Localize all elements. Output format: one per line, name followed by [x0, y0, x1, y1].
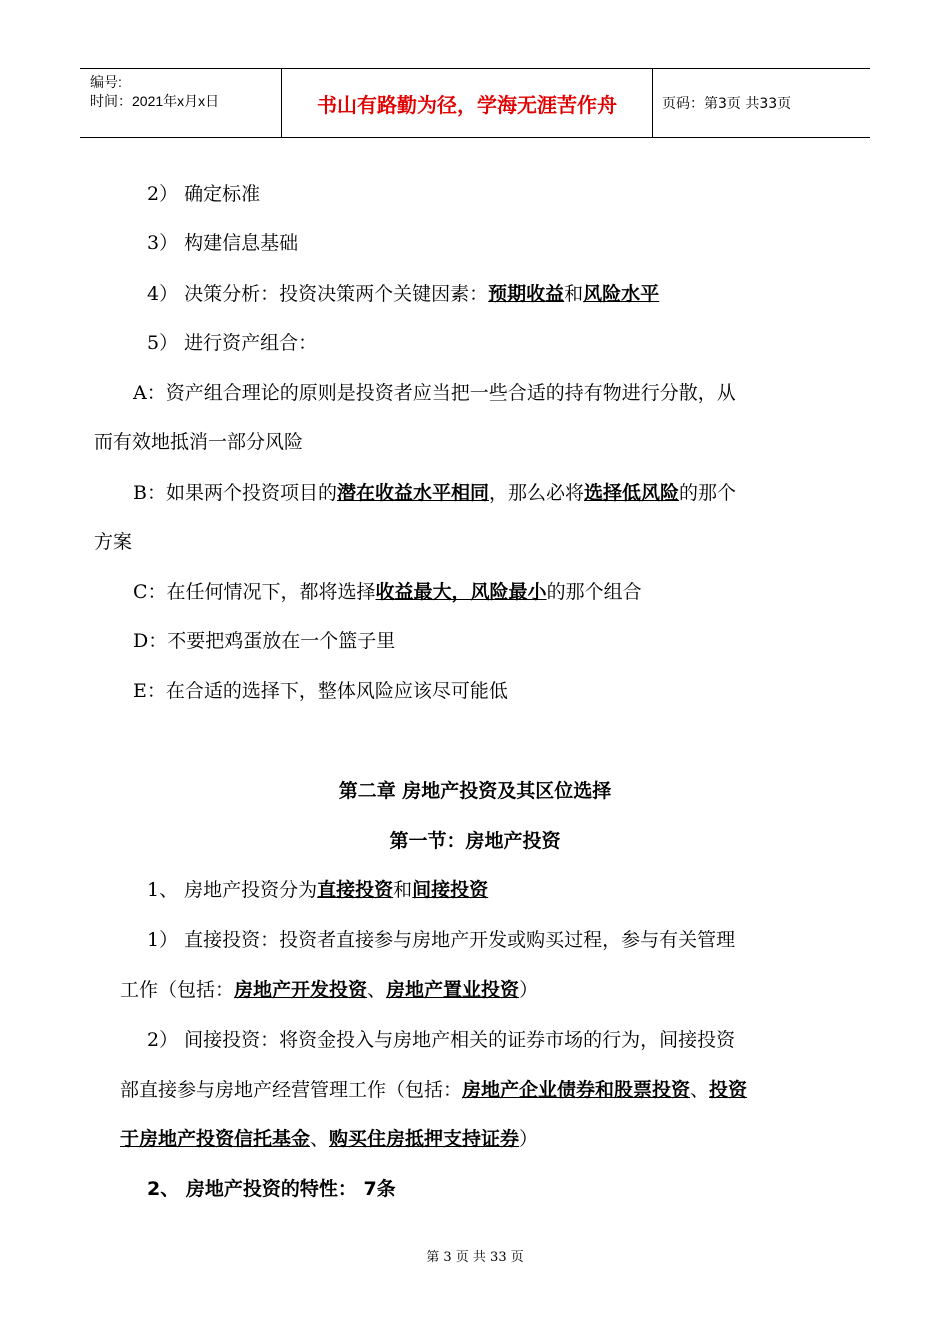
- page-header: [80, 68, 870, 138]
- key-term: 直接投资: [317, 879, 394, 901]
- paragraph-line: A：资产组合理论的原则是投资者应当把一些合适的持有物进行分散，从: [133, 382, 736, 404]
- list-item: 2） 确定标准: [147, 183, 261, 205]
- key-term: 购买住房抵押支持证券: [329, 1128, 520, 1150]
- list-item: 3） 构建信息基础: [147, 232, 299, 254]
- text: 、: [367, 979, 387, 1001]
- paragraph-line: E：在合适的选择下，整体风险应该尽可能低: [133, 680, 508, 702]
- paragraph-line: [120, 1077, 747, 1103]
- key-term: 投资: [709, 1079, 748, 1101]
- paragraph-line: [133, 480, 736, 506]
- paragraph-line: [120, 977, 538, 1003]
- paragraph-line: 方案: [94, 531, 133, 553]
- list-item: [147, 281, 659, 307]
- date-label: 时间：2021年x月x日: [90, 93, 220, 109]
- header-motto: 书山有路勤为径，学海无涯苦作舟: [281, 69, 653, 137]
- text: 4） 决策分析：投资决策两个关键因素：: [147, 283, 489, 305]
- section-title: 第一节：房地产投资: [389, 830, 561, 852]
- page-footer: 第 3 页 共 33 页: [426, 1250, 524, 1265]
- text: ）: [519, 979, 539, 1001]
- number-label: 编号:: [90, 74, 122, 90]
- text: C：在任何情况下，都将选择: [133, 581, 376, 603]
- paragraph-line: D：不要把鸡蛋放在一个篮子里: [133, 630, 396, 652]
- key-term: 房地产开发投资: [234, 979, 368, 1001]
- paragraph-line: [133, 579, 642, 605]
- list-item: 1） 直接投资：投资者直接参与房地产开发或购买过程，参与有关管理: [147, 929, 736, 951]
- text: 的那个组合: [546, 581, 642, 603]
- text: 和: [564, 283, 584, 305]
- paragraph-line: [120, 1126, 538, 1152]
- text: ，那么必将: [488, 482, 584, 504]
- list-item: [147, 877, 488, 903]
- header-page-number: 页码：第3页 共33页: [662, 96, 792, 112]
- text: 工作（包括：: [120, 979, 235, 1001]
- text: B：如果两个投资项目的: [133, 482, 337, 504]
- key-term: 于房地产投资信托基金: [120, 1128, 311, 1150]
- list-item: 5） 进行资产组合：: [147, 332, 318, 354]
- key-term: 潜在收益水平相同: [336, 482, 489, 504]
- list-item: 2、 房地产投资的特性： 7条: [147, 1178, 396, 1200]
- key-term: 预期收益: [488, 283, 565, 305]
- header-meta: [80, 69, 281, 137]
- text: 1、 房地产投资分为: [147, 879, 318, 901]
- paragraph-line: 而有效地抵消一部分风险: [94, 431, 304, 453]
- key-term: 收益最大，风险最小: [375, 581, 547, 603]
- key-term: 选择低风险: [584, 482, 680, 504]
- list-item: 2） 间接投资：将资金投入与房地产相关的证券市场的行为，间接投资: [147, 1029, 736, 1051]
- key-term: 风险水平: [583, 283, 660, 305]
- text: 和: [393, 879, 413, 901]
- text: 部直接参与房地产经营管理工作（包括：: [120, 1079, 463, 1101]
- text: 的那个: [679, 482, 737, 504]
- key-term: 房地产置业投资: [386, 979, 520, 1001]
- key-term: 房地产企业债券和股票投资: [462, 1079, 691, 1101]
- key-term: 间接投资: [412, 879, 489, 901]
- text: 、: [690, 1079, 710, 1101]
- chapter-title: 第二章 房地产投资及其区位选择: [338, 780, 612, 802]
- text: ）: [519, 1128, 539, 1150]
- text: 、: [310, 1128, 330, 1150]
